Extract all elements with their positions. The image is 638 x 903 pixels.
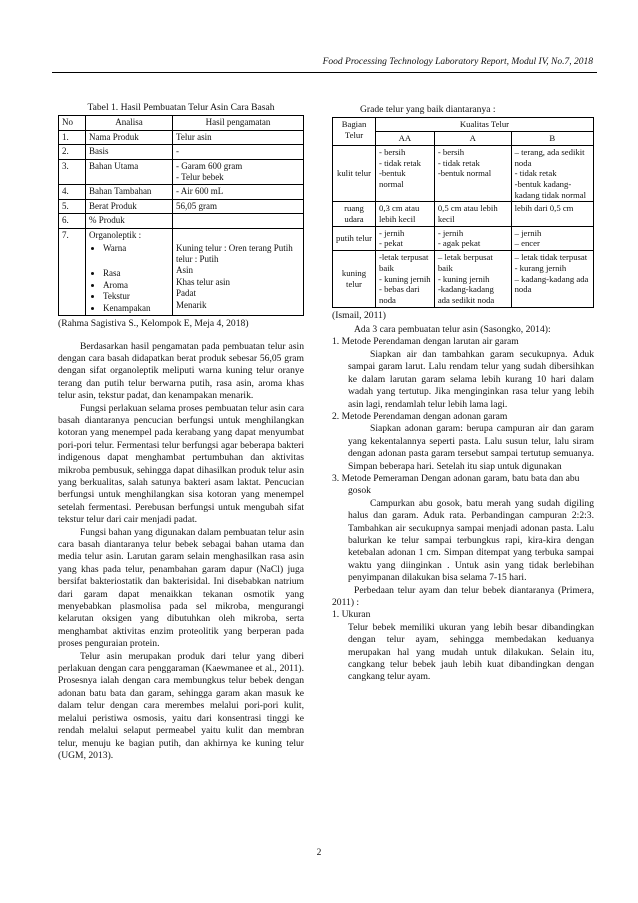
grade-part: kuning telur: [333, 251, 376, 308]
grade-cell: 0,5 cm atau lebih kecil: [434, 202, 511, 226]
table-row: [333, 226, 594, 250]
cell-no: 6.: [59, 214, 86, 228]
method-title: 1. Metode Perendaman dengan larutan air garam: [332, 336, 519, 348]
cell-no: 3.: [59, 159, 86, 185]
grade-cell: lebih dari 0,5 cm: [511, 202, 593, 226]
grade-table-title: Grade telur yang baik diantaranya :: [360, 104, 496, 115]
paragraph: Berdasarkan hasil pengamatan pada pembuatan telur asin dengan cara basah didapatkan berat produk sebesar 56,05 gram dengan sifat organoleptik meliputi warna kuning telur oranye terang dan putih telur berwarna putih, rasa asin, aroma khas telur asin, tekstur padat, dan kenampakan menarik.: [58, 340, 304, 402]
cell-hasil: [173, 214, 304, 228]
cell-hasil: Telur asin: [173, 130, 304, 144]
grade-cell: – terang, ada sedikit noda - tidak retak -bentuk kadang-kadang tidak normal: [511, 145, 593, 202]
cell-no: 5.: [59, 199, 86, 213]
table1-header-analisa: Analisa: [86, 116, 173, 130]
cell-hasil-line: - Telur bebek: [176, 172, 224, 183]
methods-intro: Ada 3 cara pembuatan telur asin (Sasongko, 2014):: [354, 324, 551, 336]
cell-analisa: Nama Produk: [86, 130, 173, 144]
organoleptik-label: Organoleptik :: [89, 229, 142, 240]
grade-a: A: [434, 132, 511, 146]
cell-analisa: Basis: [86, 145, 173, 159]
table-row: [59, 145, 304, 159]
cell-analisa: [86, 228, 173, 315]
difference-body: Telur bebek memiliki ukuran yang lebih besar dibandingkan dengan telur ayam, sehingga membedakan keduanya merupakan hal yang mudah untuk dilakukan. Selain itu, cangkang telur bebek jauh lebih kuat dibandingkan dengan cangkang telur ayam.: [348, 621, 594, 683]
method-body: Siapkan adonan garam: berupa campuran air dan garam yang kekentalannya seperti pasta. Lalu susun telur, lalu siram dengan adonan pasta garam tersebut sampai tertutup semuanya. Simpan beberapa hari. Setelah itu siap untuk digunakan: [348, 423, 594, 472]
cell-analisa: % Produk: [86, 214, 173, 228]
cell-no: 1.: [59, 130, 86, 144]
grade-header-quality: Kualitas Telur: [376, 118, 594, 132]
table-row: [59, 228, 304, 315]
cell-hasil-line: - Garam 600 gram: [176, 160, 243, 171]
table1-caption: Tabel 1. Hasil Pembuatan Telur Asin Cara Basah: [87, 102, 275, 113]
grade-part: putih telur: [333, 226, 376, 250]
cell-no: 2.: [59, 145, 86, 159]
right-column: [332, 104, 594, 684]
differences-intro: Perbedaan telur ayam dan telur bebek diantaranya (Primera, 2011) :: [332, 584, 594, 608]
list-item: • Aroma: [103, 280, 169, 291]
table1-source: (Rahma Sagistiva S., Kelompok E, Meja 4, 2018): [58, 318, 249, 330]
organoleptik-value: Kuning telur : Oren terang Putih telur : Putih: [176, 242, 293, 265]
running-header: Food Processing Technology Laboratory Report, Modul IV, No.7, 2018: [322, 57, 593, 67]
cell-analisa: Bahan Tambahan: [86, 185, 173, 199]
organoleptik-value: Asin: [176, 265, 194, 276]
table1: [58, 115, 304, 316]
grade-cell: -letak terpusat baik - kuning jernih - bebas dari noda: [376, 251, 435, 308]
list-item: • Tekstur: [103, 291, 169, 302]
grade-part: kulit telur: [333, 145, 376, 202]
grade-table: [332, 117, 594, 307]
grade-cell: - jernih - pekat: [376, 226, 435, 250]
grade-b: B: [511, 132, 593, 146]
left-column: [58, 102, 304, 762]
grade-cell: - bersih - tidak retak -bentuk normal: [434, 145, 511, 202]
table-row: [333, 145, 594, 202]
method-body: Siapkan air dan tambahkan garam secukupnya. Aduk sampai garam larut. Lalu rendam telur yang sudah dibersihkan ke dalam larutan garam selama lebih kurang 10 hari dalam wadah yang tertutup. Jika menginginkan rasa telur yang lebih asin lagi, rendamlah telur lebih lama lagi.: [348, 348, 594, 410]
table1-header-row: [59, 116, 304, 130]
table1-header-no: No: [59, 116, 86, 130]
page-number: 2: [316, 848, 322, 858]
grade-aa: AA: [376, 132, 435, 146]
table-row: [333, 251, 594, 308]
grade-cell: – letak berpusat baik - kuning jernih -kadang-kadang ada sedikit noda: [434, 251, 511, 308]
grade-cell: – jernih – encer: [511, 226, 593, 250]
grade-cell: – letak tidak terpusat - kurang jernih – kadang-kadang ada noda: [511, 251, 593, 308]
grade-cell: 0,3 cm atau lebih kecil: [376, 202, 435, 226]
paragraph: Fungsi bahan yang digunakan dalam pembuatan telur asin cara basah diantaranya telur bebek sebagai bahan utama dan media telur asin. Larutan garam selain menghasilkan rasa asin yang khas pada telur, penambahan garam dapur (NaCl) juga bersifat bakteriostatik dan bakterisidal. Ini disebabkan natrium dari garam dapat menaikkan tekanan osmotik yang menyebabkan plasmolisa pada sel mikroba, mengurangi kelarutan oksigen yang dibutuhkan oleh mikroba, serta menghambat aktivitas enzim proteolitik yang berperan pada proses penguraian protein.: [58, 526, 304, 650]
cell-hasil: -: [173, 145, 304, 159]
grade-table-source: (Ismail, 2011): [332, 309, 386, 321]
cell-analisa: Berat Produk: [86, 199, 173, 213]
grade-cell: - jernih - agak pekat: [434, 226, 511, 250]
list-item: • Rasa: [103, 268, 169, 279]
organoleptik-list: [89, 243, 169, 314]
table-row: [59, 214, 304, 228]
cell-no: 4.: [59, 185, 86, 199]
method-title: 3. Metode Pemeraman Dengan adonan garam, batu bata dan abu gosok: [332, 472, 580, 497]
table1-header-hasil: Hasil pengamatan: [173, 116, 304, 130]
organoleptik-value: Khas telur asin: [176, 276, 230, 287]
cell-hasil: [173, 159, 304, 185]
cell-hasil: 56,05 gram: [173, 199, 304, 213]
table-row: [59, 199, 304, 213]
cell-analisa: Bahan Utama: [86, 159, 173, 185]
table-row: [59, 185, 304, 199]
header-rule: [52, 72, 597, 73]
grade-part: ruang udara: [333, 202, 376, 226]
list-item: • Warna: [103, 243, 169, 254]
method-body: Campurkan abu gosok, batu merah yang sudah digiling halus dan garam. Aduk rata. Perbandingan campuran 2:2:3. Tambahkan air secukupnya sampai menjadi adonan pasta. Lalu balurkan ke telur sampai terbungkus rapi, kira-kira dengan ketebalan adonan 1 cm. Simpan ditempat yang terbuka sampai waktu yang diinginkan . Untuk asin yang tidak berlebihan penyimpanan dilakukan bisa selama 7-15 hari.: [348, 497, 594, 584]
paragraph: Fungsi perlakuan selama proses pembuatan telur asin cara basah diantaranya pencucian berfungsi untuk menghilangkan kotoran yang menempel pada kerabang yang dapat menyumbat pori-pori telur. Fermentasi telur berfungsi agar beberapa bakteri indigenous dapat menghambat pertumbuhan dan aktivitas mikroba pembusuk, sehingga dapat dihasilkan produk telur asin yang berkualitas, salah satunya bakteri asam laktat. Pencucian berfungsi untuk menghilangkan sisa kotoran yang menempel setelah fermentasi. Perebusan berfungsi untuk mengubah sifat tekstur telur dari cair menjadi padat.: [58, 402, 304, 526]
table-row: [333, 202, 594, 226]
list-item: • Kenampakan: [103, 303, 169, 314]
cell-no: 7.: [59, 228, 86, 315]
grade-header-row: [333, 118, 594, 132]
method-title: 2. Metode Perendaman dengan adonan garam: [332, 410, 508, 422]
grade-header-part: Bagian Telur: [333, 118, 376, 145]
paragraph: Telur asin merupakan produk dari telur yang diberi perlakuan dengan cara penggaraman (Kaewmanee et al., 2011). Prosesnya ialah dengan cara membungkus telur bebek dengan adonan batu bata dan garam, sehingga garam akan masuk ke dalam telur dengan cara merembes melalui pori-pori kulit, melalui peristiwa osmosis, yaitu dari konsentrasi tinggi ke rendah melalui selaput permeabel yaitu kulit dan membran telur, menuju ke bagian putih, dan akhirnya ke kuning telur (UGM, 2013).: [58, 650, 304, 761]
cell-hasil: - Air 600 mL: [173, 185, 304, 199]
table-row: [59, 130, 304, 144]
cell-hasil: [173, 228, 304, 315]
organoleptik-value: Padat: [176, 288, 196, 299]
grade-cell: - bersih - tidak retak -bentuk normal: [376, 145, 435, 202]
table-row: [59, 159, 304, 185]
difference-title: 1. Ukuran: [332, 609, 371, 621]
organoleptik-value: Menarik: [176, 299, 207, 310]
